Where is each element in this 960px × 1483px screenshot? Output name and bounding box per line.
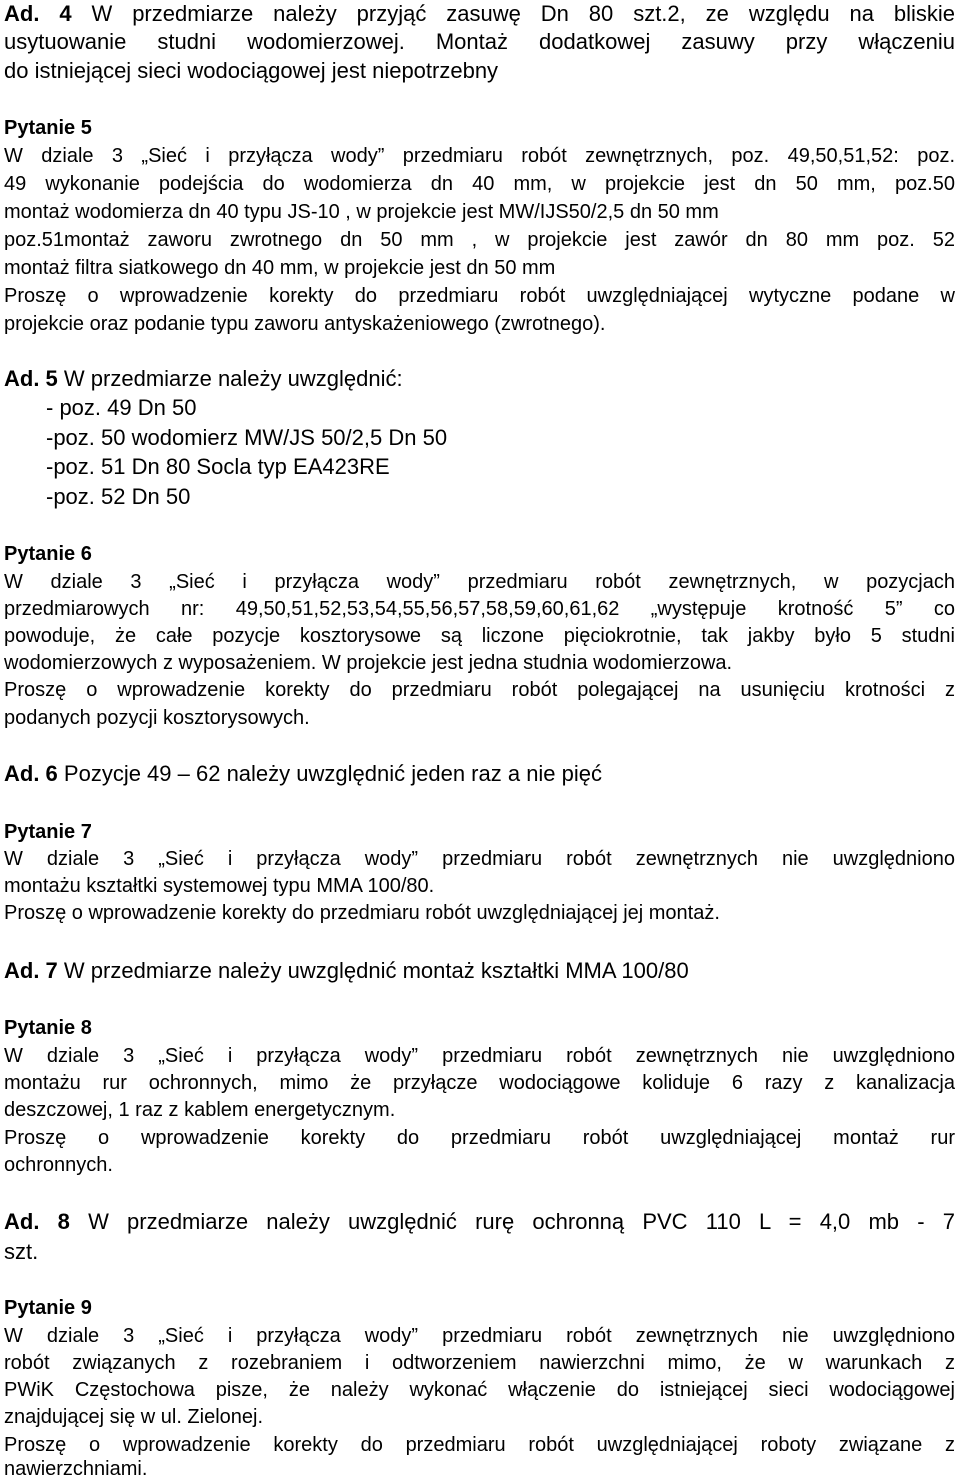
q5-line-7: projekcie oraz podanie typu zaworu antyskażeniowego (zwrotnego). xyxy=(4,313,606,335)
ad8-label: Ad. 8 xyxy=(4,1209,70,1234)
q9-line-1: W dziale 3 „Sieć i przyłącza wody” przedmiaru robót zewnętrznych nie uwzględniono xyxy=(4,1325,955,1347)
q7-line-1: W dziale 3 „Sieć i przyłącza wody” przedmiaru robót zewnętrznych nie uwzględniono xyxy=(4,848,955,870)
ad5-item-3: -poz. 51 Dn 80 Socla typ EA423RE xyxy=(46,454,390,479)
q8-line-2: montażu rur ochronnych, mimo że przyłącze wodociągowe koliduje 6 razy z kanalizacja xyxy=(4,1072,955,1094)
q9-line-5: Proszę o wprowadzenie korekty do przedmiaru robót uwzględniającej roboty związane z xyxy=(4,1434,955,1456)
q6-line-3: powoduje, że całe pozycje kosztorysowe są liczone pięciokrotnie, tak jakby było 5 studni xyxy=(4,625,955,647)
ad4-line-1: Ad. 4 W przedmiarze należy przyjąć zasuwę Dn 80 szt.2, ze względu na bliskie xyxy=(4,1,955,26)
q9-line-4: znajdującej się w ul. Zielonej. xyxy=(4,1406,264,1428)
ad8-line: Ad. 8 W przedmiarze należy uwzględnić rurę ochronną PVC 110 L = 4,0 mb - 7 xyxy=(4,1209,955,1234)
q6-line-1: W dziale 3 „Sieć i przyłącza wody” przedmiaru robót zewnętrznych, w pozycjach xyxy=(4,571,955,593)
q6-line-5: Proszę o wprowadzenie korekty do przedmiaru robót polegającej na usunięciu krotności z xyxy=(4,679,955,701)
q6-line-4: wodomierzowych z wyposażeniem. W projekcie jest jedna studnia wodomierzowa. xyxy=(4,652,733,674)
q8-line-5: ochronnych. xyxy=(4,1154,113,1176)
q8-line-3: deszczowej, 1 raz z kablem energetycznym. xyxy=(4,1099,396,1121)
ad5-line: Ad. 5 W przedmiarze należy uwzględnić: xyxy=(4,366,403,391)
ad8-line-2: szt. xyxy=(4,1239,39,1264)
q5-line-1: W dziale 3 „Sieć i przyłącza wody” przedmiaru robót zewnętrznych, poz. 49,50,51,52: poz. xyxy=(4,145,955,167)
q5-title: Pytanie 5 xyxy=(4,117,92,139)
q7-line-3: Proszę o wprowadzenie korekty do przedmiaru robót uwzględniającej jej montaż. xyxy=(4,902,720,924)
q7-title: Pytanie 7 xyxy=(4,821,92,843)
ad6-line: Ad. 6 Pozycje 49 – 62 należy uwzględnić jeden raz a nie pięć xyxy=(4,761,603,786)
q5-line-5: montaż filtra siatkowego dn 40 mm, w projekcie jest dn 50 mm xyxy=(4,257,556,279)
q5-line-6: Proszę o wprowadzenie korekty do przedmiaru robót uwzględniającej wytyczne podane w xyxy=(4,285,955,307)
q8-title: Pytanie 8 xyxy=(4,1017,92,1039)
q9-title: Pytanie 9 xyxy=(4,1297,92,1319)
ad6-label: Ad. 6 xyxy=(4,761,58,786)
ad7-label: Ad. 7 xyxy=(4,958,58,983)
q9-line-2: robót związanych z rozebraniem i odtworzeniem nawierzchni mimo, że w warunkach z xyxy=(4,1352,955,1374)
q6-title: Pytanie 6 xyxy=(4,543,92,565)
q7-line-2: montażu kształtki systemowej typu MMA 100/80. xyxy=(4,875,435,897)
ad5-item-2: -poz. 50 wodomierz MW/JS 50/2,5 Dn 50 xyxy=(46,425,448,450)
q9-line-3: PWiK Częstochowa pisze, że należy wykonać włączenie do istniejącej sieci wodociągowej xyxy=(4,1379,955,1401)
ad5-label: Ad. 5 xyxy=(4,366,58,391)
q9-line-6: nawierzchniami. xyxy=(4,1458,148,1480)
q6-line-6: podanych pozycji kosztorysowych. xyxy=(4,707,310,729)
ad4-line-3: do istniejącej sieci wodociągowej jest niepotrzebny xyxy=(4,58,499,83)
ad5-item-4: -poz. 52 Dn 50 xyxy=(46,484,191,509)
q5-line-3: montaż wodomierza dn 40 typu JS-10 , w projekcie jest MW/IJS50/2,5 dn 50 mm xyxy=(4,201,719,223)
q5-line-4: poz.51montaż zaworu zwrotnego dn 50 mm , w projekcie jest zawór dn 80 mm poz. 52 xyxy=(4,229,955,251)
q5-line-2: 49 wykonanie podejścia do wodomierza dn 40 mm, w projekcie jest dn 50 mm, poz.50 xyxy=(4,173,955,195)
ad4-label: Ad. 4 xyxy=(4,1,72,26)
ad7-line: Ad. 7 W przedmiarze należy uwzględnić montaż kształtki MMA 100/80 xyxy=(4,958,689,983)
ad5-item-1: - poz. 49 Dn 50 xyxy=(46,395,197,420)
ad4-line-2: usytuowanie studni wodomierzowej. Montaż dodatkowej zasuwy przy włączeniu xyxy=(4,29,955,54)
q8-line-1: W dziale 3 „Sieć i przyłącza wody” przedmiaru robót zewnętrznych nie uwzględniono xyxy=(4,1045,955,1067)
q8-line-4: Proszę o wprowadzenie korekty do przedmiaru robót uwzględniającej montaż rur xyxy=(4,1127,955,1149)
q6-line-2: przedmiarowych nr: 49,50,51,52,53,54,55,56,57,58,59,60,61,62 „występuje krotność 5” co xyxy=(4,598,955,620)
